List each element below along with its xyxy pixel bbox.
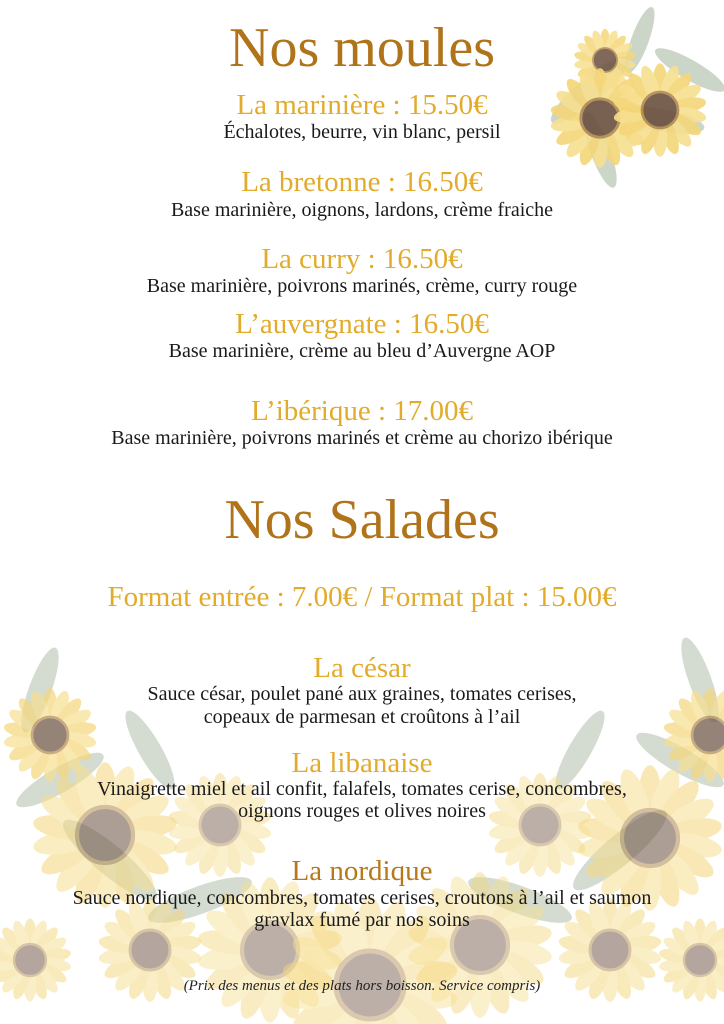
- item-desc: Sauce nordique, concombres, tomates cerises, croutons à l’ail et saumon: [72, 887, 652, 909]
- item-desc: copeaux de parmesan et croûtons à l’ail: [203, 706, 521, 728]
- item-desc: Base marinière, crème au bleu d’Auvergne AOP: [168, 340, 556, 362]
- item-name: La libanaise: [291, 747, 433, 779]
- salad-format-prices: Format entrée : 7.00€ / Format plat : 15.00€: [107, 581, 617, 613]
- item-desc: Sauce césar, poulet pané aux graines, tomates cerises,: [147, 683, 577, 705]
- item-desc: Vinaigrette miel et ail confit, falafels, tomates cerise, concombres,: [97, 778, 627, 800]
- item-desc: Base marinière, poivrons marinés, crème, curry rouge: [146, 275, 578, 297]
- item-name: La marinière : 15.50€: [236, 89, 488, 121]
- item-name: L’ibérique : 17.00€: [250, 395, 474, 427]
- item-name: La curry : 16.50€: [261, 243, 463, 275]
- item-desc: Base marinière, oignons, lardons, crème fraiche: [170, 199, 554, 221]
- section-title-salades: Nos Salades: [224, 489, 500, 551]
- item-desc: Échalotes, beurre, vin blanc, persil: [223, 121, 501, 143]
- item-desc: gravlax fumé par nos soins: [254, 909, 470, 931]
- item-desc: oignons rouges et olives noires: [238, 800, 486, 822]
- item-name: L’auvergnate : 16.50€: [235, 308, 489, 340]
- item-name: La nordique: [291, 855, 433, 887]
- item-name: La césar: [313, 652, 411, 684]
- section-title-moules: Nos moules: [229, 17, 495, 79]
- footnote: (Prix des menus et des plats hors boisson. Service compris): [183, 978, 541, 994]
- item-name: La bretonne : 16.50€: [241, 166, 483, 198]
- item-desc: Base marinière, poivrons marinés et crème au chorizo ibérique: [111, 427, 613, 449]
